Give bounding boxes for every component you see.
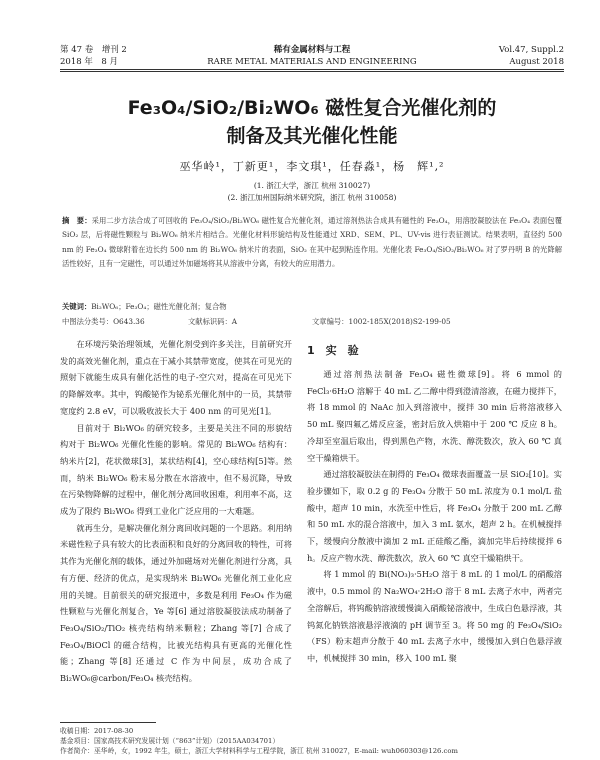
body-column-right	[307, 336, 562, 667]
abstract-text: 采用二步方法合成了可回收的 Fe₃O₄/SiO₂/Bi₂WO₆ 磁性复合光催化剂，通过溶剂热法合成具有磁性的 Fe₃O₄，用溶胶凝胶法在 Fe₃O₄ 表面包覆 SiO₂ 层，后将磁性颗粒与 Bi₂WO₆ 纳米片相结合。光催化材料形貌结构及性能通过 XRD、SEM、PL、UV-vis 进行表征测试。结果表明，直径约 500 nm 的 Fe₃O₄ 微球附着在边长约 500 nm 的 Bi₂WO₆ 纳米片的表面，SiO₂ 在其中起到粘连作用。光催化表 Fe₃O₄/SiO₂/Bi₂WO₆ 对了罗丹明 B 的光降解活性较好，且有一定磁性，可以通过外加磁场将其从溶液中分离，有较大的应用潜力。	[62, 216, 562, 268]
abstract-label: 摘 要：	[62, 216, 92, 225]
header-volume-en: Vol.47, Suppl.2	[498, 45, 564, 55]
header-issue-info	[499, 44, 564, 68]
footnote-divider	[60, 722, 156, 723]
article-title	[60, 94, 564, 150]
title-line-1: Fe₃O₄/SiO₂/Bi₂WO₆ 磁性复合光催化剂的	[127, 97, 497, 119]
header-divider-thin	[60, 71, 564, 72]
title-line-2: 制备及其光催化性能	[226, 125, 398, 147]
experiment-paragraph-3: 将 1 mmol 的 Bi(NO₃)₃·5H₂O 溶于 8 mL 的 1 mol/L 的硝酸溶液中，0.5 mmol 的 Na₂WO₄·2H₂O 溶于 8 mL 去离子水中，两者完全溶解后，将钨酸钠溶液缓慢滴入硝酸铋溶液中，生成白色悬浮液，其钨氮化钠铁溶液悬浮液滴的 pH 调节至 3。将 50 mg 的 Fe₃O₄/SiO₂（FS）粉末超声分散于 40 mL 去离子水中，缓慢加入到白色悬浮液中，机械搅拌 30 min，移入 100 mL 聚	[307, 569, 562, 663]
fund-info: 基金项目：国家高技术研究发展计划（“863”计划）（2015AA034701）	[60, 737, 280, 745]
clc-number: 中图法分类号：O643.36	[62, 317, 145, 326]
keywords	[62, 301, 562, 313]
document-code: 文献标识码：A	[188, 317, 238, 326]
affiliation-1: (1. 浙江大学，浙江 杭州 310027)	[253, 181, 371, 190]
header-divider	[60, 69, 564, 70]
header-journal-cn: 稀有金属材料与工程	[273, 45, 351, 55]
page-header	[60, 44, 564, 74]
keywords-label: 关键词：	[62, 302, 92, 311]
header-journal	[60, 44, 564, 68]
section-heading-experiment: 1 实 验	[307, 344, 359, 357]
experiment-paragraph-1: 通过溶剂热法制备 Fe₃O₄ 磁性微球[9]。将 6 mmol 的 FeCl₃·6H₂O 溶解于 40 mL 乙二醇中得到澄清溶液，在磁力搅拌下，将 18 mmol 的 NaAc 加入到溶液中，搅拌 30 min 后将溶液移入 50 mL 聚四氟乙烯反应釜，密封后放入烘箱中于 200 ℃ 反应 8 h。冷却至室温后取出，得到黑色产物，水洗、醇洗数次，放入 60 ℃ 真空干燥箱烘干。	[307, 369, 562, 463]
intro-paragraph-1: 在环境污染治理领域，光催化剂受到许多关注，目前研究开发的高效光催化剂，重点在于减小其禁带宽度，使其在可见光的照射下就能生成具有催化活性的电子-空穴对，提高在可见光下的降解效率。其中，钨酸铋作为铋系光催化剂中的一员，其禁带宽度约 2.8 eV，可以吸收波长大于 400 nm 的可见光[1]。	[60, 339, 292, 416]
header-date-en: August 2018	[509, 57, 564, 67]
keywords-text: Bi₂WO₆；Fe₃O₄；磁性光催化剂；复合物	[91, 302, 227, 311]
abstract	[62, 214, 562, 271]
article-number: 文章编号：1002-185X(2018)S2-199-05	[312, 317, 451, 326]
author-list: 巫华岭¹，丁新更¹，李文琪¹，任春淼¹，杨 辉¹,²	[179, 160, 445, 173]
header-year-cn: 2018 年 8 月	[60, 57, 118, 67]
author-bio: 作者简介：巫华岭，女，1992 年生，硕士，浙江大学材料科学与工程学院，浙江 杭州 310027，E-mail: wuh060303@126.com	[60, 747, 458, 755]
experiment-paragraph-2: 通过溶胶凝胶法在制得的 Fe₃O₄ 微球表面覆盖一层 SiO₂[10]。实验步骤如下，取 0.2 g 的 Fe₃O₄ 分散于 50 mL 浓度为 0.1 mol/L 盐酸中，超声 10 min，水洗至中性后，将 Fe₃O₄ 分散于 200 mL 乙醇和 50 mL 水的混合溶液中，加入 3 mL 氨水，超声 2 h。在机械搅拌下，缓慢向分散液中滴加 2 mL 正硅酸乙酯，滴加完毕后持续搅拌 6 h。反应产物水洗、醇洗数次，放入 60 ℃ 真空干燥箱烘干。	[307, 469, 562, 563]
footnotes	[60, 726, 564, 756]
affiliation-2: (2. 浙江加州国际纳米研究院，浙江 杭州 310058)	[227, 193, 397, 202]
intro-paragraph-3: 就再生分，是解决催化剂分离回收问题的一个思路。利用纳米磁性粒子具有较大的比表面积和良好的分离回收的特性，可将其作为光催化剂的载体，通过外加磁场对光催化剂进行分离，具有方便、经济的优点，是实现纳米 Bi₂WO₆ 光催化剂工业化应用的关键。目前很关的研究报道中，多数是利用 Fe₃O₄ 作为磁性颗粒与光催化剂复合，Ye 等[6] 通过溶胶凝胶法成功制备了 Fe₃O₄/SiO₂/TiO₂ 核壳结构纳米颗粒；Zhang 等[7] 合成了 Fe₃O₄/BiOCl 的磁合结构，比被光结构具有更高的光催化性能；Zhang 等[8] 还通过 C 作为中间层，成功合成了 Bi₂WO₆@carbon/Fe₃O₄ 核壳结构。	[60, 522, 292, 684]
intro-paragraph-2: 目前对于 Bi₂WO₆ 的研究较多，主要是关注不同的形貌结构对于 Bi₂WO₆ 光催化性能的影响。常见的 Bi₂WO₆ 结构有：纳米片[2]，花状微球[3]，某状结构[4]，空心球结构[5]等。然而，纳米 Bi₂WO₆ 粉末易分散在水溶液中，但不易沉降，导致在污染物降解的过程中，催化剂分离回收困难，利用率不高，这成为了限约 Bi₂WO₆ 得到工业化广泛应用的一大难题。	[60, 422, 292, 517]
header-journal-en: RARE METAL MATERIALS AND ENGINEERING	[207, 57, 417, 67]
header-volume-cn: 第 47 卷 增刊 2	[60, 45, 127, 55]
received-date: 收稿日期：2017-08-30	[60, 727, 134, 735]
body-column-left	[60, 336, 292, 687]
